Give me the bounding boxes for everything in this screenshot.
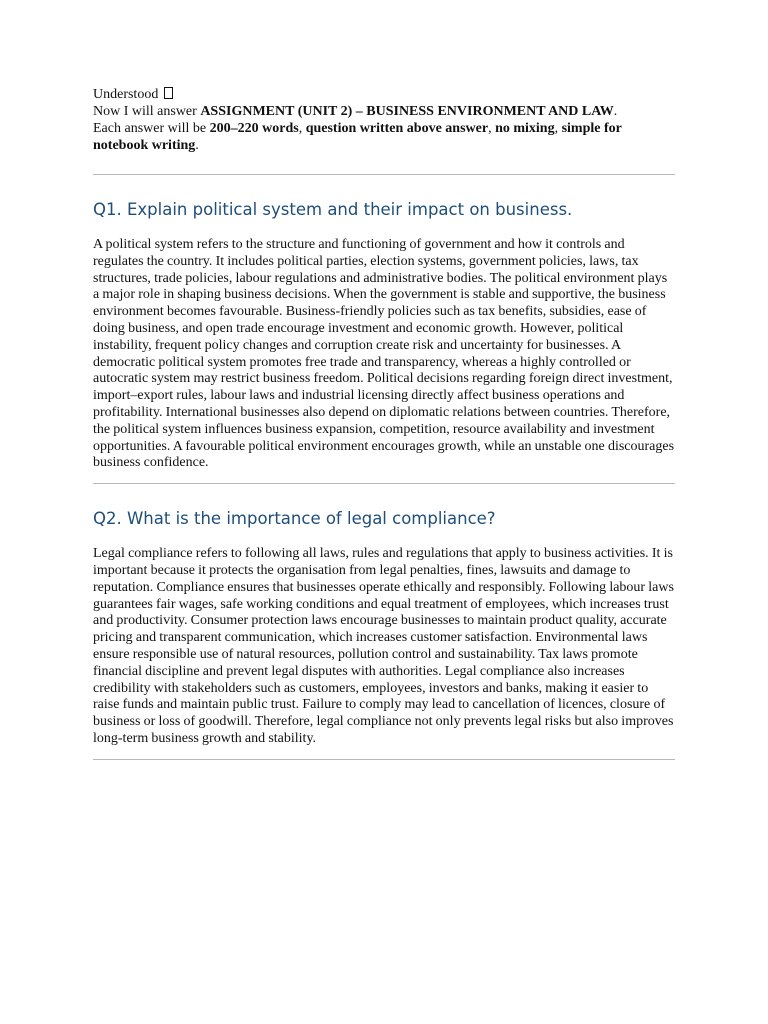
question-2-answer: Legal compliance refers to following all laws, rules and regulations that apply to business activities. It is important because it protects the organisation from legal penalties, fines, lawsuits and damage to reputation. Compliance ensures that businesses operate ethically and responsibly. Following labour laws guarantees fair wages, safe working conditions and equal treatment of employees, which increases trust and productivity. Consumer protection laws encourage businesses to maintain product quality, accurate pricing and transparent communication, which increases customer satisfaction. Environmental laws ensure responsible use of natural resources, pollution control and sustainability. Tax laws promote financial discipline and prevent legal disputes with authorities. Legal compliance also increases credibility with stakeholders such as customers, employees, investors and banks, making it easier to raise funds and maintain public trust. Failure to comply may lead to cancellation of licences, closure of business or loss of goodwill. Therefore, legal compliance not only prevents legal risks but also improves long-term business growth and stability. [93,546,674,746]
divider [93,759,675,760]
missing-glyph-icon [164,87,173,99]
intro-line-2-suffix: . [613,104,618,119]
format-note-question: question written above answer [305,121,489,136]
intro-line-2 [93,103,675,120]
question-2-heading: Q2. What is the importance of legal compliance? [93,509,496,529]
intro-line-3-suffix: . [195,138,199,153]
assignment-title: ASSIGNMENT (UNIT 2) – BUSINESS ENVIRONMENT AND LAW [200,104,614,119]
separator: , [298,121,306,136]
intro-line-3 [93,120,675,154]
intro-line-2-prefix: Now I will answer [93,104,201,119]
word-count-note: 200–220 words [209,121,299,136]
divider [93,174,675,175]
intro-line-3-prefix: Each answer will be [93,121,210,136]
format-note-notebook: simple for notebook writing [93,121,622,153]
intro-line-1-text: Understood [93,87,159,102]
divider [93,483,675,484]
question-1-heading: Q1. Explain political system and their impact on business. [93,200,573,219]
format-note-no-mixing: no mixing [495,121,555,136]
intro-block [93,86,675,154]
question-1-answer: A political system refers to the structure and functioning of government and how it controls and regulates the country. It includes political parties, election systems, government policies, laws, tax structures, trade policies, labour regulations and administrative bodies. The political environment plays a major role in shaping business decisions. When the government is stable and supportive, the business environment becomes favourable. Business-friendly policies such as tax benefits, subsidies, ease of doing business, and open trade encourage investment and economic growth. However, political instability, frequent policy changes and corruption create risk and uncertainty for businesses. A democratic political system promotes free trade and transparency, whereas a highly controlled or autocratic system may restrict business freedom. Political decisions regarding foreign direct investment, import–export rules, labour laws and industrial licensing directly affect business operations and profitability. International businesses also depend on diplomatic relations between countries. Therefore, the political system influences business expansion, competition, resource availability and investment opportunities. A favourable political environment encourages growth, while an unstable one discourages business confidence. [93,237,675,471]
intro-line-1 [93,86,675,103]
separator: , [488,121,496,136]
separator: , [554,121,562,136]
document-page [93,86,675,760]
